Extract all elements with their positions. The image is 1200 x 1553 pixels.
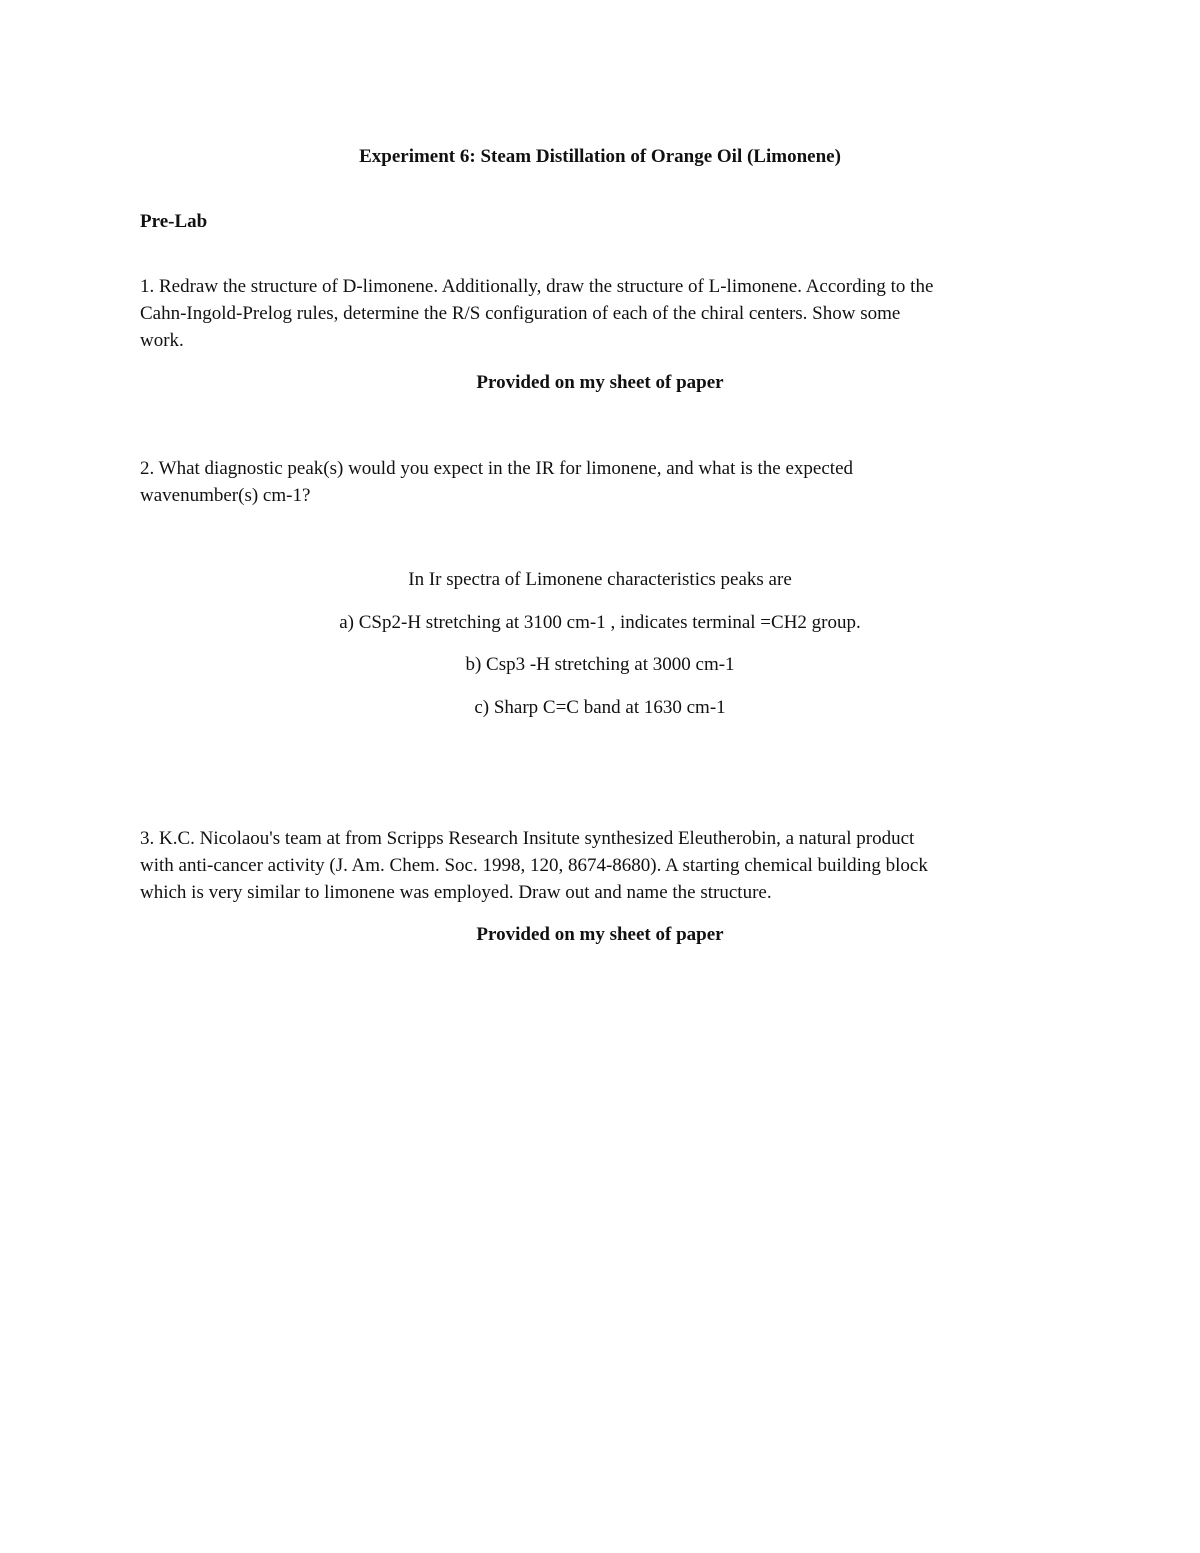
question-2-answer-item-b: b) Csp3 -H stretching at 3000 cm-1 <box>465 654 735 675</box>
question-1-answer: Provided on my sheet of paper <box>476 372 724 393</box>
question-2-line-2: wavenumber(s) cm-1? <box>140 485 311 506</box>
question-1-line-1: 1. Redraw the structure of D-limonene. Additionally, draw the structure of L-limonene. According to the <box>140 276 934 297</box>
question-3-line-2: with anti-cancer activity (J. Am. Chem. Soc. 1998, 120, 8674-8680). A starting chemical building block <box>140 855 928 876</box>
question-1-line-3: work. <box>140 330 184 351</box>
question-3-answer: Provided on my sheet of paper <box>476 924 724 945</box>
question-2-answer-item-c: c) Sharp C=C band at 1630 cm-1 <box>474 697 726 718</box>
question-2-answer-item-a: a) CSp2-H stretching at 3100 cm-1 , indicates terminal =CH2 group. <box>339 612 861 633</box>
document-title: Experiment 6: Steam Distillation of Orange Oil (Limonene) <box>359 146 841 167</box>
question-1-line-2: Cahn-Ingold-Prelog rules, determine the R/S configuration of each of the chiral centers. Show some <box>140 303 901 324</box>
question-3-line-3: which is very similar to limonene was employed. Draw out and name the structure. <box>140 882 772 903</box>
question-2-answer-intro: In Ir spectra of Limonene characteristics peaks are <box>408 569 792 590</box>
question-3-line-1: 3. K.C. Nicolaou's team at from Scripps Research Insitute synthesized Eleutherobin, a natural product <box>140 828 915 849</box>
question-2-line-1: 2. What diagnostic peak(s) would you expect in the IR for limonene, and what is the expected <box>140 458 854 479</box>
section-heading: Pre-Lab <box>140 211 208 232</box>
